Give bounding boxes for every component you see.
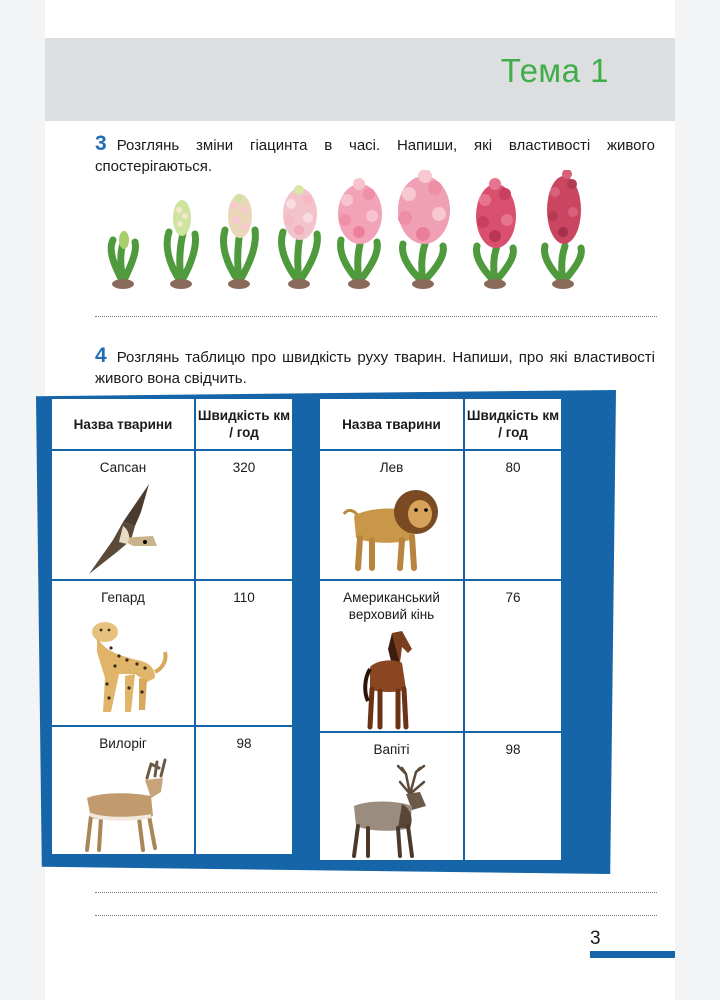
table-row xyxy=(319,580,562,732)
hyacinth-stage-8 xyxy=(545,170,582,289)
animal-cell xyxy=(319,732,464,861)
hyacinth-stage-5 xyxy=(338,178,382,289)
speed-cell xyxy=(464,732,562,861)
speed-table-right xyxy=(318,397,563,862)
hyacinth-stage-6 xyxy=(398,170,450,289)
animal-name: Лев xyxy=(379,460,404,475)
speed-cell xyxy=(464,450,562,580)
pronghorn-image xyxy=(71,758,175,854)
column-header-speed: Швидкість км / год xyxy=(464,398,562,450)
animal-name: Сапсан xyxy=(99,460,147,475)
cheetah-image xyxy=(75,612,171,716)
table-row xyxy=(319,450,562,580)
falcon-image xyxy=(83,482,163,578)
column-header-speed: Швидкість км / год xyxy=(195,398,293,450)
table-row xyxy=(51,726,293,855)
animal-cell xyxy=(51,450,195,580)
answer-line-task-4-2[interactable] xyxy=(95,915,657,916)
speed-cell xyxy=(195,580,293,726)
animal-name: Американський верховий кінь xyxy=(343,590,440,622)
speed-cell xyxy=(195,450,293,580)
hyacinth-stage-3 xyxy=(224,194,256,289)
animal-name: Вапіті xyxy=(373,742,410,757)
speed-value: 80 xyxy=(505,460,521,475)
table-row xyxy=(319,732,562,861)
task-3-text: Розглянь зміни гіацинта в часі. Напиши, які властивості живого спостерігаються. xyxy=(95,137,655,175)
task-3-number: 3 xyxy=(95,132,107,155)
topic-title: Тема 1 xyxy=(500,52,609,89)
page-number: 3 xyxy=(590,928,601,949)
speed-value: 110 xyxy=(233,590,255,605)
task-4-number: 4 xyxy=(95,344,107,367)
hyacinth-growth-sequence xyxy=(103,170,663,292)
column-header-name: Назва тварини xyxy=(51,398,195,450)
animal-name: Гепард xyxy=(101,590,145,605)
answer-line-task-4-1[interactable] xyxy=(95,892,657,893)
hyacinth-stage-2 xyxy=(167,200,195,289)
task-4-text: Розглянь таблицю про швидкість руху тварин. Напиши, про які властивості живого вона свідчить. xyxy=(95,349,655,387)
table-row xyxy=(51,580,293,726)
lion-image xyxy=(340,482,444,574)
speed-table-left xyxy=(50,397,294,856)
animal-cell xyxy=(51,726,195,855)
speed-value: 98 xyxy=(505,742,521,757)
speed-value: 98 xyxy=(236,736,252,751)
animal-name: Вилоріг xyxy=(99,736,147,751)
task-4 xyxy=(95,345,655,389)
table-row xyxy=(51,450,293,580)
hyacinth-stage-7 xyxy=(476,178,516,289)
animal-cell xyxy=(319,450,464,580)
elk-image xyxy=(340,764,444,860)
horse-image xyxy=(362,629,422,731)
column-header-name: Назва тварини xyxy=(319,398,464,450)
speed-value: 320 xyxy=(232,460,256,475)
answer-line-task-3[interactable] xyxy=(95,316,657,317)
speed-cell xyxy=(195,726,293,855)
page-number-bar xyxy=(590,951,675,958)
animal-cell xyxy=(51,580,195,726)
animal-cell xyxy=(319,580,464,732)
hyacinth-stage-1 xyxy=(111,231,135,289)
speed-value: 76 xyxy=(505,590,521,605)
hyacinth-stages-image xyxy=(103,170,663,292)
speed-cell xyxy=(464,580,562,732)
hyacinth-stage-4 xyxy=(282,185,318,289)
